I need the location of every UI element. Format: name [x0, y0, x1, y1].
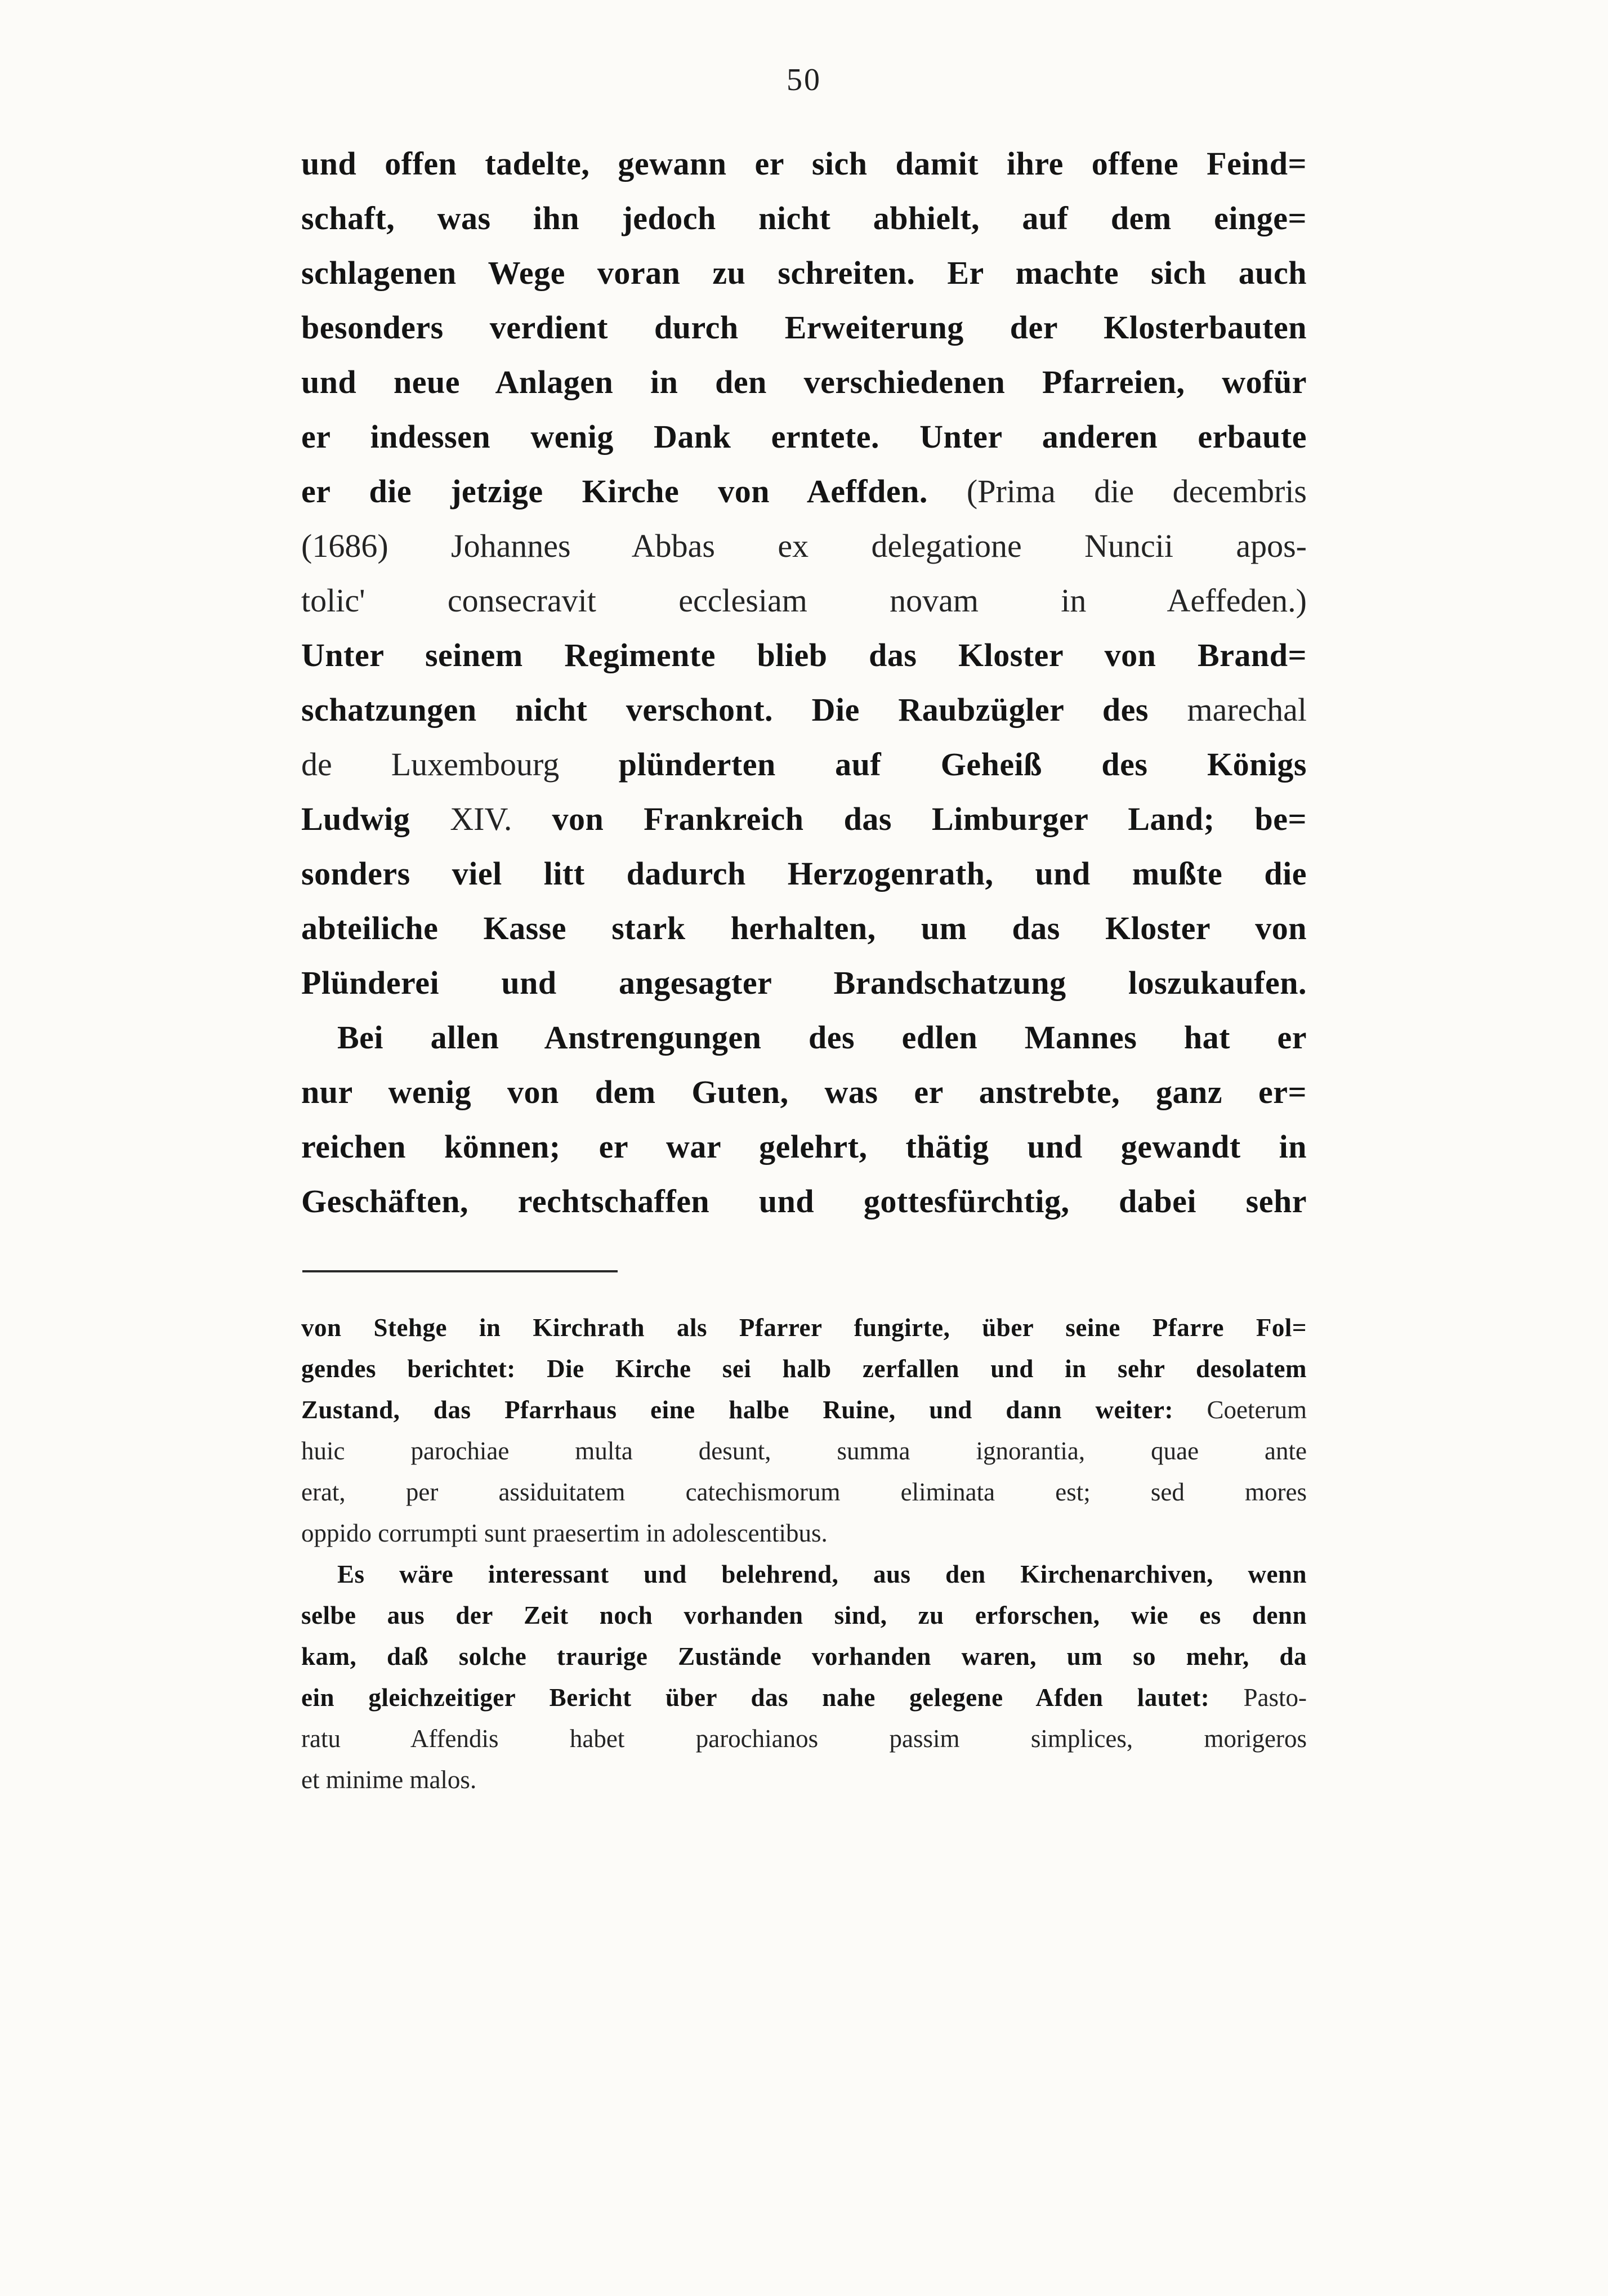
fraktur-text: Ludwig	[301, 801, 450, 837]
fraktur-text: abteiliche Kasse stark herhalten, um das Kloster von	[301, 910, 1307, 946]
main-text-block	[301, 136, 1307, 1229]
fraktur-text: gendes berichtet: Die Kirche sei halb zerfallen und in sehr desolatem	[301, 1355, 1307, 1383]
main-text-line	[301, 464, 1307, 519]
main-text-line	[301, 191, 1307, 245]
main-text-line	[301, 1065, 1307, 1119]
antiqua-text: (1686) Johannes Abbas ex delegatione Nuncii apos-	[301, 528, 1307, 564]
fraktur-text: ein gleichzeitiger Bericht über das nahe gelegene Afden lautet:	[301, 1683, 1244, 1712]
fraktur-text: nur wenig von dem Guten, was er anstrebte, ganz er=	[301, 1074, 1307, 1110]
fraktur-text: Unter seinem Regimente blieb das Kloster von Brand=	[301, 637, 1307, 673]
footnote-line	[301, 1595, 1307, 1636]
page-number: 50	[787, 62, 821, 97]
footnote-line	[301, 1348, 1307, 1390]
fraktur-text: er indessen wenig Dank erntete. Unter anderen erbaute	[301, 418, 1307, 455]
footnote-line	[301, 1677, 1307, 1718]
antiqua-text: huic parochiae multa desunt, summa ignorantia, quae ante	[301, 1437, 1307, 1465]
main-text-line	[301, 846, 1307, 901]
footnote-line	[301, 1307, 1307, 1348]
antiqua-text: de Luxembourg	[301, 746, 560, 783]
fraktur-text: selbe aus der Zeit noch vorhanden sind, zu erforschen, wie es denn	[301, 1601, 1307, 1629]
main-text-line	[301, 519, 1307, 573]
fraktur-text: Plünderei und angesagter Brandschatzung loszukaufen.	[301, 964, 1307, 1001]
main-text-line	[301, 1010, 1307, 1065]
fraktur-text: und neue Anlagen in den verschiedenen Pfarreien, wofür	[301, 364, 1307, 400]
main-text-line	[301, 1119, 1307, 1174]
footnote-line	[301, 1390, 1307, 1431]
footnote-block	[301, 1307, 1307, 1801]
antiqua-text: Coeterum	[1207, 1396, 1307, 1424]
footnote-line	[301, 1636, 1307, 1677]
footnote-separator-rule	[302, 1270, 618, 1272]
main-text-line	[301, 682, 1307, 737]
main-text-line	[301, 300, 1307, 355]
antiqua-text: (Prima die decembris	[966, 473, 1307, 510]
footnote-line	[301, 1431, 1307, 1472]
fraktur-text: Zustand, das Pfarrhaus eine halbe Ruine, und dann weiter:	[301, 1396, 1207, 1424]
main-text-line	[301, 409, 1307, 464]
main-text-line	[301, 901, 1307, 955]
footnote-line	[301, 1513, 1307, 1554]
fraktur-text: kam, daß solche traurige Zustände vorhanden waren, um so mehr, da	[301, 1642, 1307, 1670]
fraktur-text: Bei allen Anstrengungen des edlen Mannes hat er	[337, 1019, 1307, 1056]
main-text-line	[301, 628, 1307, 682]
footnote-line	[301, 1554, 1307, 1595]
antiqua-text: XIV.	[450, 801, 512, 837]
fraktur-text: Es wäre interessant und belehrend, aus den Kirchenarchiven, wenn	[337, 1560, 1307, 1588]
fraktur-text: plünderten auf Geheiß des Königs	[559, 746, 1307, 783]
fraktur-text: von Frankreich das Limburger Land; be=	[512, 801, 1307, 837]
fraktur-text: Geschäften, rechtschaffen und gottesfürchtig, dabei sehr	[301, 1183, 1307, 1220]
fraktur-text: schlagenen Wege voran zu schreiten. Er machte sich auch	[301, 254, 1307, 291]
fraktur-text: sonders viel litt dadurch Herzogenrath, und mußte die	[301, 855, 1307, 892]
footnote-line	[301, 1759, 1307, 1801]
antiqua-text: erat, per assiduitatem catechismorum eliminata est; sed mores	[301, 1478, 1307, 1506]
main-text-line	[301, 355, 1307, 409]
main-text-line	[301, 245, 1307, 300]
main-text-line	[301, 955, 1307, 1010]
fraktur-text: und offen tadelte, gewann er sich damit ihre offene Feind=	[301, 145, 1307, 182]
antiqua-text: tolic' consecravit ecclesiam novam in Aeffeden.)	[301, 582, 1307, 619]
antiqua-text: et minime malos.	[301, 1766, 477, 1794]
main-text-line	[301, 792, 1307, 846]
fraktur-text: reichen können; er war gelehrt, thätig und gewandt in	[301, 1128, 1307, 1165]
antiqua-text: oppido corrumpti sunt praesertim in adolescentibus.	[301, 1519, 828, 1547]
fraktur-text: schatzungen nicht verschont. Die Raubzügler des	[301, 691, 1187, 728]
main-text-line	[301, 1174, 1307, 1229]
main-text-line	[301, 136, 1307, 191]
main-text-line	[301, 737, 1307, 792]
antiqua-text: Pasto-	[1243, 1683, 1307, 1712]
fraktur-text: schaft, was ihn jedoch nicht abhielt, auf dem einge=	[301, 200, 1307, 236]
footnote-line	[301, 1718, 1307, 1759]
fraktur-text: besonders verdient durch Erweiterung der Klosterbauten	[301, 309, 1307, 346]
fraktur-text: von Stehge in Kirchrath als Pfarrer fungirte, über seine Pfarre Fol=	[301, 1314, 1307, 1342]
antiqua-text: marechal	[1187, 691, 1307, 728]
footnote-line	[301, 1472, 1307, 1513]
fraktur-text: er die jetzige Kirche von Aeffden.	[301, 473, 967, 510]
antiqua-text: ratu Affendis habet parochianos passim simplices, morigeros	[301, 1725, 1307, 1753]
main-text-line	[301, 573, 1307, 628]
